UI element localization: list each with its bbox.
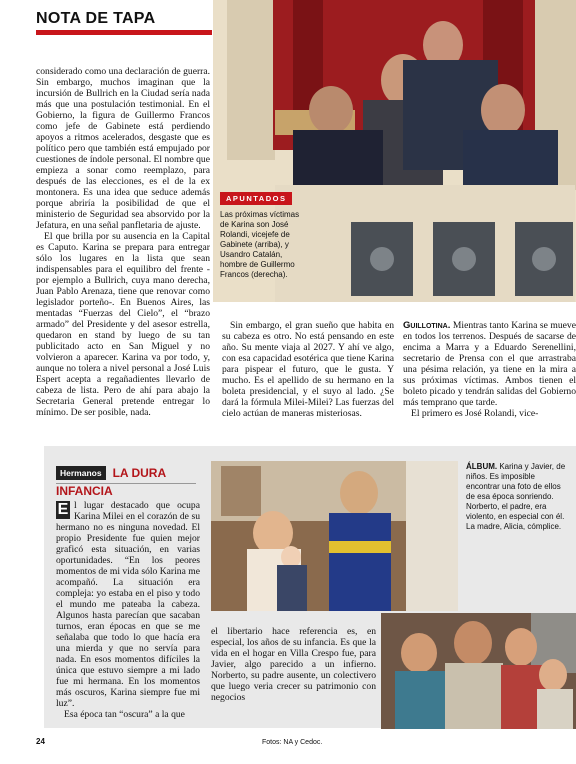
paragraph-text: l lugar destacado que ocupa Karina Milei en el corazón de su hermano no es ninguna novedad. El propio Presidente fue quien mejor graficó esta situación, en varias oportunidades. “En los peores momentos de mi vida sólo Karina me acompañó. La situación era compleja: yo estaba en el piso y todo el mundo me pateaba la cabeza. Algunos hasta parecían que sacaban turnos, eran épocas en que se me señalaba que todo lo que hacía era una mierda y que no servía para nada. En esos momentos difíciles la única que estuvo siempre a mi lado fue mi hermana. En los momentos más oscuros, Karina siempre fue mi luz”. (56, 500, 200, 709)
article-column-1 (36, 66, 210, 418)
caption-label: ÁLBUM. (466, 462, 498, 471)
paragraph: el libertario hace referencia es, en especial, los años de su infancia. Es que la vida en el hogar en Villa Crespo fue, para Javier, algo parecido a un infierno. Norberto, su padre ausente, un colectivero que luego veria crecer su patrimonio con negocios (211, 626, 376, 703)
paragraph: Esa época tan “oscura” a la que (64, 709, 185, 720)
photo-caption-top (220, 188, 308, 280)
photo-family-image (381, 613, 576, 729)
photo-credits: Fotos: NA y Cedoc. (262, 739, 323, 746)
box-title: LA DURA INFANCIA (56, 466, 166, 499)
article-column-3 (403, 320, 576, 419)
article-column-2 (222, 320, 394, 419)
section-rule (36, 30, 212, 35)
photo-caption-album (466, 462, 570, 532)
paragraph: considerado como una declaración de guerra. Sin embargo, muchos imaginan que la incursión de Bullrich en la Ciudad sería nada más que una postulación testimonial. En el Gobierno, la figura de Guillermo Francos como jefe de Gabinete está perdiendo apoyos a ritmos acelerados, desgaste que es político pero que también está empujado por cuestiones de índole personal. El nombre que empieza a sonar como reemplazo, para después de las elecciones, es el de la ex montonera. Es una idea que seduce además porque abriría la posibilidad de que el ministerio de Seguridad sea absorvido por la Jefatura, en una señal panfletaria de ajuste. (36, 66, 210, 231)
caption-label: APUNTADOS (220, 192, 292, 205)
paragraph (56, 500, 200, 709)
caption-text: Karina y Javier, de niños. Es imposible encontrar una foto de ellos de esa época sonriendo. Norberto, el padre, era violento, en especial con él. La madre, Alicia, cómplice. (466, 462, 566, 531)
box-column-1 (56, 500, 200, 720)
paragraph (403, 320, 576, 408)
section-title: NOTA DE TAPA (36, 10, 156, 27)
box-header (56, 464, 196, 499)
photo-childhood (211, 461, 458, 611)
page-number: 24 (36, 737, 45, 746)
paragraph: El primero es José Rolandi, vice- (411, 408, 539, 419)
lead-in: Guillotina. (403, 320, 451, 331)
box-column-2 (211, 626, 376, 703)
paragraph-text: Mientras tanto Karina se mueve en todos los terrenos. Después de sacarse de encima a Marra y a Eduardo Serenellini, secretario de Prensa con el que arrastraba una pésima relación, ya tiene en la mira a sus próximas víctimas. Ambos tienen el boleto picado y tendrán salidas del Gobierno más temprano que tarde. (403, 320, 576, 408)
box-kicker: Hermanos (56, 466, 106, 480)
paragraph: El que brilla por su ausencia en la Capital es Caputo. Karina se prepara para entregar sólo los lugares en la lista que sean indispensables para el equilibro del frente -por ejemplo a Bullrich, cuya mano derecha, Juan Pablo Arenaza, tiene que renovar como legislador porteño-. En Buenos Aires, las mentadas “Fuerzas del Cielo”, el “brazo armado” del Presidente y del asesor estrella, quedaron en stand by luego de su tan publicitado acto en San Miguel y no volvieron a aparecer. Karina va por todo, y, aunque no tolera a nivel personal a José Luis Espert acepta a regañadientes llevarlo de cabeza de lista. Pero de ahí para abajo la Secretaria General pretende entregar lo mínimo. De ser posible, nada. (36, 231, 210, 418)
caption-text: Las próximas víctimas de Karina son José Rolandi, vicejefe de Gabinete (arriba), y Usandro Catalán, hombre de Guillermo Francos (derecha). (220, 210, 300, 279)
photo-family (381, 613, 576, 729)
photo-childhood-image (211, 461, 458, 611)
dropcap: E (57, 501, 69, 518)
paragraph: Sin embargo, el gran sueño que habita en su cabeza es otro. No está pensando en este año. Su mente viaja al 2027. Y ahí ve algo, con esa capacidad esotérica que tiene Karina para pispear el futuro, que le gusta. Y mucho. Es el apellido de su hermano en la boleta presidencial, y el suyo al lado. ¿Se dará la fórmula Milei-Milei? Las fuerzas del cielo actúan de maneras misteriosas. (222, 320, 394, 419)
